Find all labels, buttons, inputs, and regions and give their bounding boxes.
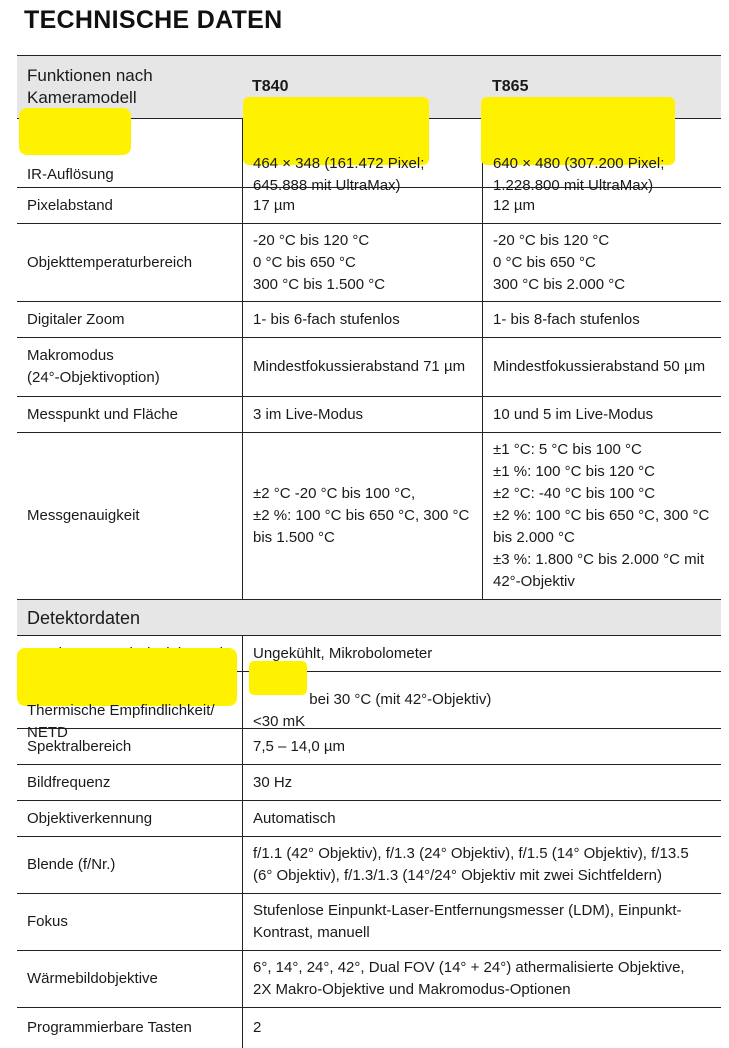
value-t865: 10 und 5 im Live-Modus <box>482 397 721 432</box>
value-t840: 1- bis 6-fach stufenlos <box>242 302 482 337</box>
table-row <box>17 224 721 302</box>
row-value: 2 <box>242 1008 721 1048</box>
table-row <box>17 119 721 194</box>
row-label: Fokus <box>27 913 68 930</box>
page-title: TECHNISCHE DATEN <box>24 6 283 34</box>
netd-value: <30 mK bei 30 °C (mit 42°-Objektiv) <box>242 672 721 728</box>
highlight-mark <box>19 108 131 155</box>
header-t865: T865 <box>492 78 529 95</box>
table-row <box>17 729 721 765</box>
row-value: 7,5 – 14,0 µm <box>242 729 721 764</box>
table-row <box>17 302 721 338</box>
value-t865: 1- bis 8-fach stufenlos <box>482 302 721 337</box>
section-title: Detektordaten <box>27 607 141 628</box>
table-row <box>17 765 721 801</box>
row-label: Messpunkt und Fläche <box>27 405 178 423</box>
table-row <box>17 801 721 837</box>
row-label: Programmierbare Tasten <box>27 1019 192 1036</box>
row-label: Messgenauigkeit <box>27 507 140 524</box>
row-label: Spektralbereich <box>27 737 132 755</box>
row-label: Makromodus (24°-Objektivoption) <box>27 347 160 386</box>
value-t865: -20 °C bis 120 °C 0 °C bis 650 °C 300 °C bis 2.000 °C <box>482 224 721 301</box>
value-t840: 17 µm <box>242 188 482 223</box>
table-row <box>17 951 721 1008</box>
row-label: Wärmebildobjektive <box>27 970 158 987</box>
highlight-mark <box>249 661 307 695</box>
value-t840: Mindestfokussierabstand 71 µm <box>242 338 482 396</box>
value-t840: -20 °C bis 120 °C 0 °C bis 650 °C 300 °C bis 1.500 °C <box>242 224 482 301</box>
row-label: Blende (f/Nr.) <box>27 856 116 873</box>
row-value: 6°, 14°, 24°, 42°, Dual FOV (14° + 24°) athermalisierte Objektive, 2X Makro-Objektive und Makromodus-Optionen <box>242 951 721 1007</box>
row-value: f/1.1 (42° Objektiv), f/1.3 (24° Objektiv), f/1.5 (14° Objektiv), f/13.5 (6° Objektiv), f/1.3/1.3 (14°/24° Objektiv mit zwei Sichtfeldern) <box>242 837 721 893</box>
row-label: Bildfrequenz <box>27 773 111 791</box>
table-row <box>17 672 721 741</box>
section-header <box>17 600 721 636</box>
row-label: Objektiverkennung <box>27 809 153 827</box>
ir-resolution-t865: 640 × 480 (307.200 Pixel; 1.228.800 mit UltraMax) <box>482 119 721 187</box>
row-label: Objekttemperaturbereich <box>27 253 193 271</box>
header-t840: T840 <box>252 78 289 95</box>
table-row <box>17 1008 721 1048</box>
row-label-ir-resolution: IR-Auflösung <box>17 119 242 187</box>
row-label-netd: Thermische Empfindlichkeit/ NETD <box>17 672 242 728</box>
value-t865: Mindestfokussierabstand 50 µm <box>482 338 721 396</box>
header-functions: Funktionen nach Kameramodell <box>27 66 153 107</box>
row-value: 30 Hz <box>242 765 721 800</box>
highlight-mark <box>17 648 237 706</box>
table-row <box>17 397 721 433</box>
value-t840: ±2 °C -20 °C bis 100 °C, ±2 %: 100 °C bis 650 °C, 300 °C bis 1.500 °C <box>242 433 482 599</box>
table-row <box>17 433 721 600</box>
value-t865: ±1 °C: 5 °C bis 100 °C ±1 %: 100 °C bis 120 °C ±2 °C: -40 °C bis 100 °C ±2 %: 100 °C bis 650 °C, 300 °C bis 2.000 °C ±3 %: 1.800 °C bis 2.000 °C mit 42°-Objektiv <box>482 433 721 599</box>
row-label: Digitaler Zoom <box>27 310 125 328</box>
table-row <box>17 338 721 397</box>
row-value: Stufenlose Einpunkt-Laser-Entfernungsmesser (LDM), Einpunkt- Kontrast, manuell <box>242 894 721 950</box>
row-value: Ungekühlt, Mikrobolometer <box>242 636 721 671</box>
row-value: Automatisch <box>242 801 721 836</box>
ir-resolution-t840: 464 × 348 (161.472 Pixel; 645.888 mit UltraMax) <box>242 119 482 187</box>
row-label: Pixelabstand <box>27 196 113 214</box>
table-row <box>17 894 721 951</box>
table-row <box>17 837 721 894</box>
value-t840: 3 im Live-Modus <box>242 397 482 432</box>
value-t865: 12 µm <box>482 188 721 223</box>
